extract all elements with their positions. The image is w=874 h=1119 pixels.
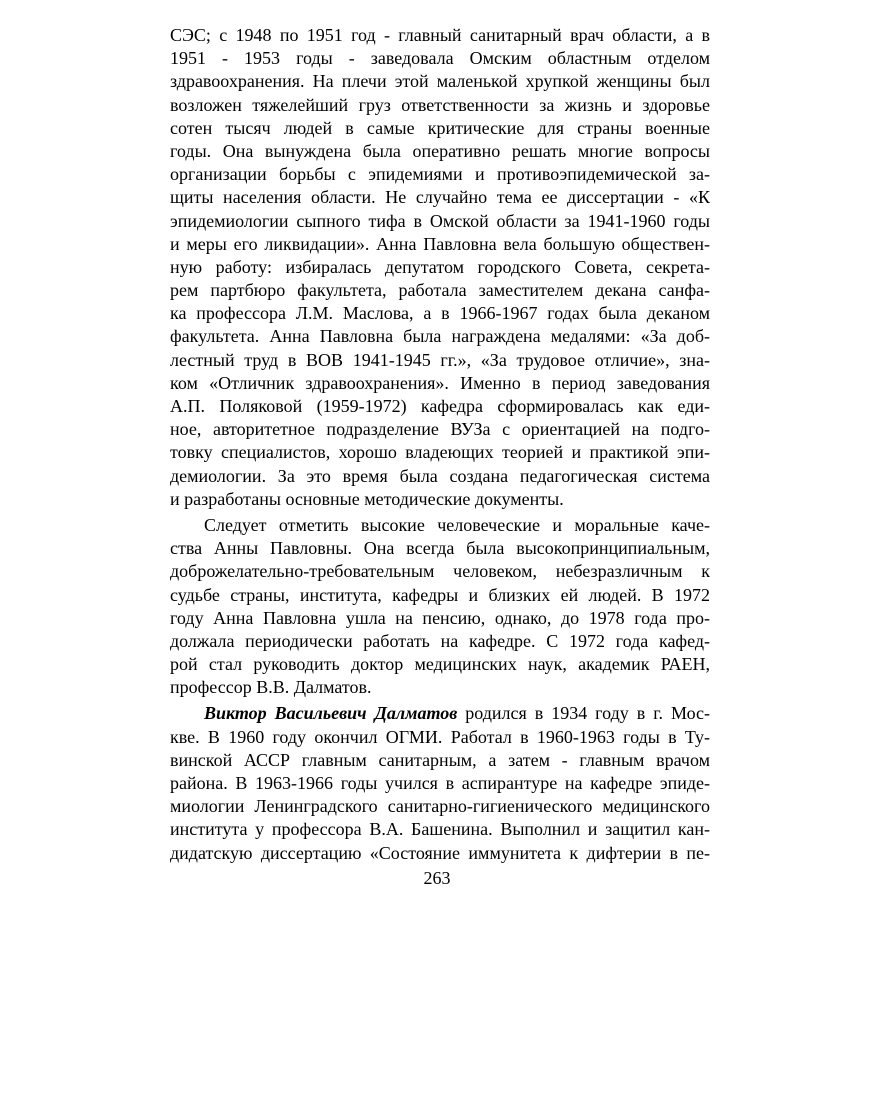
paragraph-line: эпидемиологии сыпного тифа в Омской области за 1941-1960 годы — [170, 210, 710, 231]
paragraph-line: рем партбюро факультета, работала заместителем декана санфа- — [170, 280, 710, 301]
paragraph-line: ства Анны Павловны. Она всегда была высокопринципиальным, — [170, 538, 710, 559]
paragraph-line: лестный труд в ВОВ 1941-1945 гг.», «За трудовое отличие», зна- — [170, 349, 710, 370]
paragraph-line-text: Следует отметить высокие человеческие и моральные каче- — [204, 514, 710, 535]
paragraph-1 — [170, 24, 710, 511]
paragraph-line-text: родился в 1934 году в г. Мос- — [457, 703, 710, 724]
page-number: 263 — [423, 868, 451, 888]
paragraph-line-first — [170, 702, 710, 725]
paragraph-line: организации борьбы с эпидемиями и противоэпидемической за- — [170, 164, 710, 185]
paragraph-line: годы. Она вынуждена была оперативно решать многие вопросы — [170, 140, 710, 161]
paragraph-line: района. В 1963-1966 годы учился в аспирантуре на кафедре эпиде- — [170, 773, 710, 793]
paragraph-line: и разработаны основные методические документы. — [170, 488, 564, 509]
paragraph-line: факультета. Анна Павловна была награждена медалями: «За доб- — [170, 326, 710, 347]
paragraph-line: профессор В.В. Далматов. — [170, 677, 372, 698]
paragraph-line: института у профессора В.А. Башенина. Выполнил и защитил кан- — [170, 819, 710, 840]
paragraph-line: должала периодически работать на кафедре. С 1972 года кафед- — [170, 630, 710, 651]
paragraph-line: рой стал руководить доктор медицинских наук, академик РАЕН, — [170, 654, 710, 675]
paragraph-line: миологии Ленинградского санитарно-гигиенического медицинского — [170, 796, 710, 817]
paragraph-line: ка профессора Л.М. Маслова, а в 1966-1967 годах была деканом — [170, 303, 710, 324]
paragraph-line: ком «Отличник здравоохранения». Именно в период заведования — [170, 372, 710, 393]
paragraph-line: ное, авторитетное подразделение ВУЗа с ориентацией на подго- — [170, 419, 710, 440]
paragraph-line: возложен тяжелейший груз ответственности за жизнь и здоровье — [170, 94, 710, 115]
body-text — [170, 24, 710, 865]
paragraph-line: году Анна Павловна ушла на пенсию, однако, до 1978 года про- — [170, 607, 710, 628]
paragraph-line: демиологии. За это время была создана педагогическая система — [170, 465, 710, 486]
paragraph-2 — [170, 514, 710, 700]
paragraph-line: судьбе страны, института, кафедры и близких ей людей. В 1972 — [170, 584, 710, 605]
paragraph-line: кве. В 1960 году окончил ОГМИ. Работал в 1960-1963 годы в Ту- — [170, 726, 710, 747]
paragraph-line: А.П. Поляковой (1959-1972) кафедра сформировалась как еди- — [170, 396, 710, 416]
paragraph-line: СЭС; с 1948 по 1951 год - главный санитарный врач области, а в — [170, 25, 710, 45]
paragraph-line: здравоохранения. На плечи этой маленькой хрупкой женщины был — [170, 71, 710, 92]
paragraph-line: товку специалистов, хорошо владеющих теорией и практикой эпи- — [170, 442, 710, 463]
paragraph-line: щиты населения области. Не случайно тема ее диссертации - «К — [170, 187, 710, 208]
paragraph-line: ную работу: избиралась депутатом городского Совета, секрета- — [170, 256, 710, 277]
paragraph-line-first — [170, 514, 710, 537]
person-name: Виктор Васильевич Далматов — [204, 703, 458, 724]
paragraph-line: 1951 - 1953 годы - заведовала Омским областным отделом — [170, 48, 710, 69]
paragraph-line: доброжелательно-требовательным человеком, небезразличным к — [170, 561, 710, 582]
paragraph-line: сотен тысяч людей в самые критические для страны военные — [170, 117, 710, 138]
paragraph-line: винской АССР главным санитарным, а затем - главным врачом — [170, 749, 710, 770]
paragraph-line: дидатскую диссертацию «Состояние иммунитета к дифтерии в пе- — [170, 842, 710, 863]
paragraph-line: и меры его ликвидации». Анна Павловна вела большую обществен- — [170, 233, 710, 254]
paragraph-3 — [170, 702, 710, 864]
